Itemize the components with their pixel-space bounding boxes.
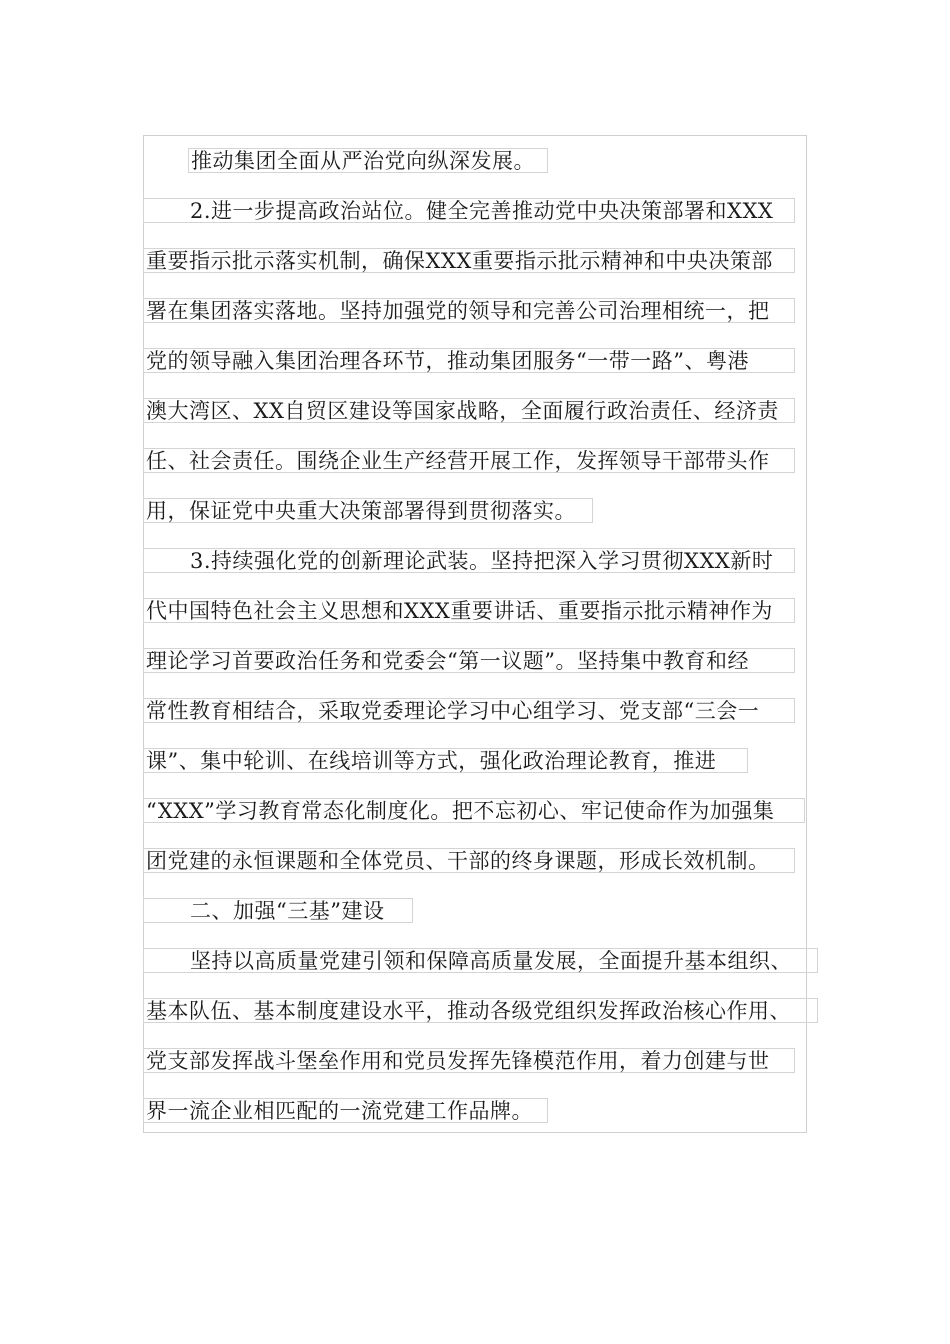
text-line: 任、社会责任。围绕企业生产经营开展工作，发挥领导干部带头作 bbox=[143, 448, 795, 473]
text-line: 澳大湾区、XX自贸区建设等国家战略，全面履行政治责任、经济责 bbox=[143, 398, 795, 423]
text-line: 推动集团全面从严治党向纵深发展。 bbox=[188, 148, 548, 173]
text-line: 课”、集中轮训、在线培训等方式，强化政治理论教育，推进 bbox=[143, 748, 748, 773]
page-frame bbox=[143, 135, 807, 1133]
text-line: 党的领导融入集团治理各环节，推动集团服务“一带一路”、粤港 bbox=[143, 348, 795, 373]
text-line: 代中国特色社会主义思想和XXX重要讲话、重要指示批示精神作为 bbox=[143, 598, 795, 623]
text-line: 坚持以高质量党建引领和保障高质量发展，全面提升基本组织、 bbox=[143, 948, 818, 973]
text-line: 团党建的永恒课题和全体党员、干部的终身课题，形成长效机制。 bbox=[143, 848, 795, 873]
text-line: 用，保证党中央重大决策部署得到贯彻落实。 bbox=[143, 498, 593, 523]
text-line: 基本队伍、基本制度建设水平，推动各级党组织发挥政治核心作用、 bbox=[143, 998, 818, 1023]
section-heading: 二、加强“三基”建设 bbox=[143, 898, 413, 923]
text-line: 3.持续强化党的创新理论武装。坚持把深入学习贯彻XXX新时 bbox=[143, 548, 795, 573]
text-line: 2.进一步提高政治站位。健全完善推动党中央决策部署和XXX bbox=[143, 198, 795, 223]
text-line: 党支部发挥战斗堡垒作用和党员发挥先锋模范作用，着力创建与世 bbox=[143, 1048, 795, 1073]
text-line: “XXX”学习教育常态化制度化。把不忘初心、牢记使命作为加强集 bbox=[143, 798, 805, 823]
text-line: 界一流企业相匹配的一流党建工作品牌。 bbox=[143, 1098, 548, 1123]
text-line: 常性教育相结合，采取党委理论学习中心组学习、党支部“三会一 bbox=[143, 698, 795, 723]
text-line: 理论学习首要政治任务和党委会“第一议题”。坚持集中教育和经 bbox=[143, 648, 795, 673]
text-line: 署在集团落实落地。坚持加强党的领导和完善公司治理相统一，把 bbox=[143, 298, 795, 323]
text-line: 重要指示批示落实机制，确保XXX重要指示批示精神和中央决策部 bbox=[143, 248, 795, 273]
